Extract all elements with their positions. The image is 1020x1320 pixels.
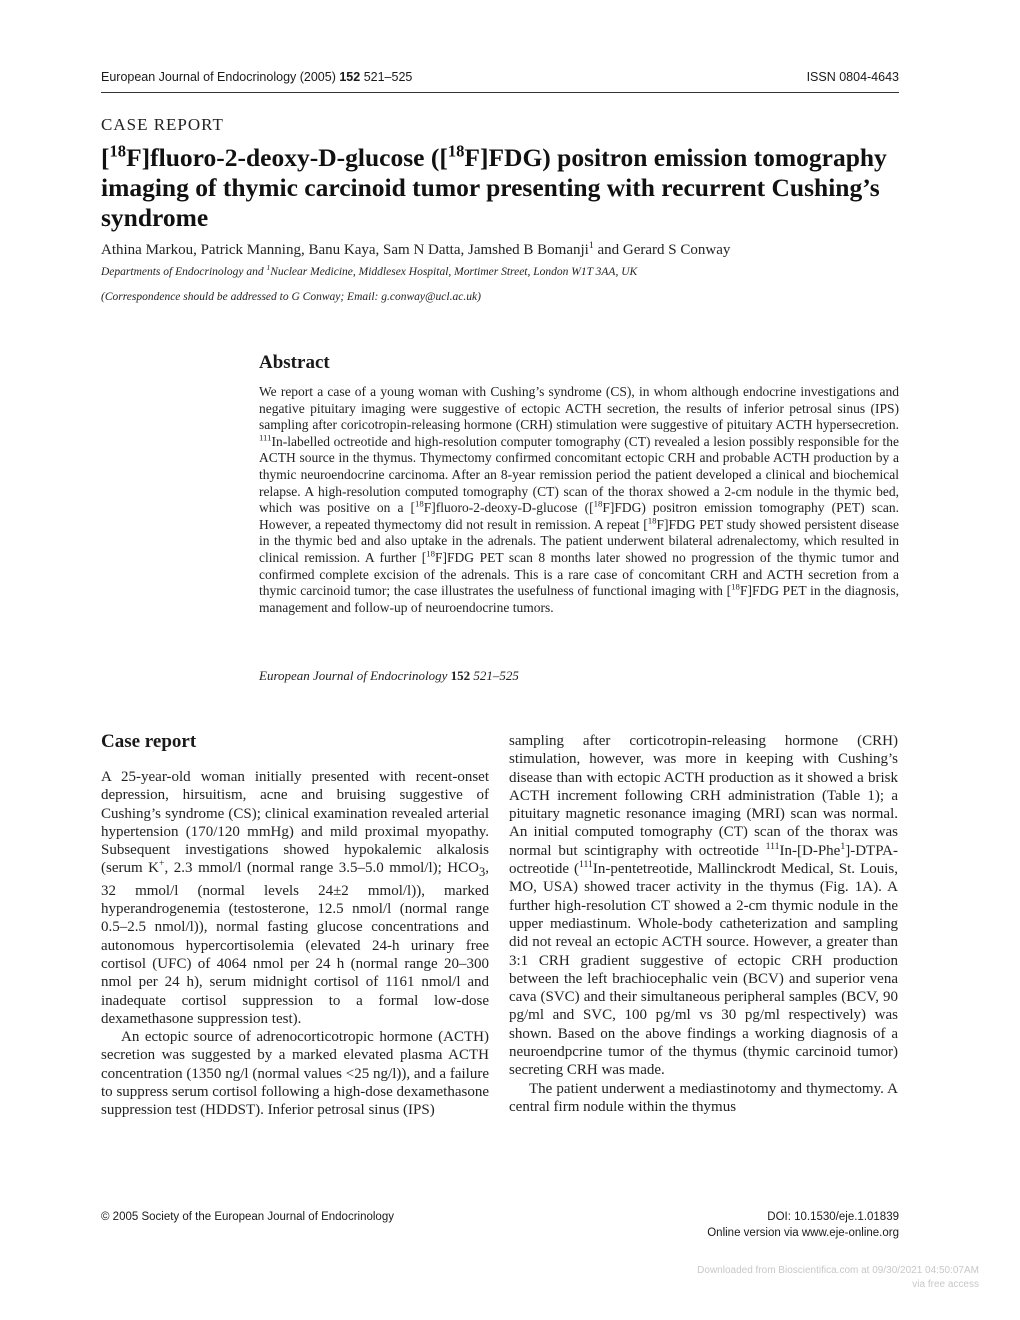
- issn: ISSN 0804-4643: [806, 70, 899, 84]
- article-title: [$^{18}$F]fluoro-2-deoxy-D-glucose ([$^{18}$F]FDG) positron emission tomography imaging of thymic carcinoid tumor presenting with recurrent Cushing’s syndrome: [101, 141, 887, 232]
- right-column: [509, 732, 898, 1116]
- left-column: [101, 768, 489, 1120]
- affiliations: Departments of Endocrinology and $^1$Nuclear Medicine, Middlesex Hospital, Mortimer Street, London W1T 3AA, UK: [101, 263, 638, 278]
- running-header: [101, 70, 899, 84]
- journal-citation: European Journal of Endocrinology (2005) 152 521–525: [101, 70, 413, 84]
- abstract-heading: Abstract: [259, 352, 330, 373]
- header-rule: [101, 92, 899, 93]
- author-list: Athina Markou, Patrick Manning, Banu Kaya, Sam N Datta, Jamshed B Bomanji$^1$ and Gerard S Conway: [101, 240, 731, 258]
- correspondence: (Correspondence should be addressed to G Conway; Email: g.conway@ucl.ac.uk): [101, 291, 481, 303]
- case-report-heading: Case report: [101, 731, 197, 752]
- abstract-citation: European Journal of Endocrinology 152 521–525: [259, 668, 519, 683]
- copyright-notice: © 2005 Society of the European Journal of Endocrinology: [101, 1211, 394, 1223]
- paragraph: The patient underwent a mediastinotomy and thymectomy. A central firm nodule within the thymus: [509, 1080, 898, 1115]
- online-version-link[interactable]: Online version via www.eje-online.org: [707, 1227, 899, 1239]
- access-watermark: via free access: [912, 1279, 979, 1290]
- doi-link[interactable]: DOI: 10.1530/eje.1.01839: [767, 1211, 899, 1223]
- section-label: CASE REPORT: [101, 115, 224, 134]
- paragraph: sampling after corticotropin-releasing hormone (CRH) stimulation, however, was more in keeping with Cushing’s disease than with ectopic ACTH production as it showed a brisk ACTH increment following CRH administration (Table 1); a pituitary magnetic resonance imaging (MRI) scan was normal. An initial computed tomography (CT) scan of the thorax was normal but scintigraphy with octreotide $^{111}$In-[D-Phe$^1$]-DTPA-octreotide ($^{111}$In-pentetreotide, Mallinckrodt Medical, St. Louis, MO, USA) showed tracer activity in the thymus (Fig. 1A). A further high-resolution CT showed a 2-cm thymic nodule in the upper mediastinum. Whole-body catheterization and sampling did not reveal an ectopic ACTH source. However, a greater than 3:1 CRH gradient suggestive of ectopic CRH production between the left brachiocephalic vein (BCV) and superior vena cava (SVC) and their simultaneous peripheral samples (BCV, 90 pg/ml and SVC, 100 pg/ml vs 30 pg/ml respectively) was shown. Based on the above findings a working diagnosis of a neuroendpcrine tumor of the thymus (thymic carcinoid tumor) secreting CRH was made.: [509, 733, 898, 1079]
- abstract-text: We report a case of a young woman with Cushing’s syndrome (CS), in whom although endocrine investigations and negative pituitary imaging were suggestive of ectopic ACTH secretion, the results of inferior petrosal sinus (IPS) sampling after coricotropin-releasing hormone (CRH) stimulation were suggestive of pituitary ACTH hypersecretion. $^{111}$In-labelled octreotide and high-resolution computer tomography (CT) revealed a lesion possibly responsible for the ACTH source in the thymus. Thymectomy confirmed concomitant ectopic CRH and probable ACTH production by a thymic neuroendocrine carcinoma. After an 8-year remission period the patient developed a clinical and biochemical relapse. A high-resolution computed tomography (CT) scan of the thorax showed a 2-cm nodule in the thymic bed, which was positive on a [$^{18}$F]fluoro-2-deoxy-D-glucose ([$^{18}$F]FDG) positron emission tomography (PET) scan. However, a repeated thymectomy did not result in remission. A repeat [$^{18}$F]FDG PET study showed persistent disease in the thymic bed and also uptake in the adrenals. The patient underwent bilateral adrenalectomy, which resulted in clinical remission. A further [$^{18}$F]FDG PET scan 8 months later showed no progression of the thymic tumor and confirmed complete excision of the adrenals. This is a rare case of concomitant CRH and ACTH secretion from a thymic carcinoid tumor; the case illustrates the usefulness of functional imaging with [$^{18}$F]FDG PET in the diagnosis, management and follow-up of neuroendocrine tumors.: [259, 384, 899, 615]
- paragraph: A 25-year-old woman initially presented with recent-onset depression, hirsuitism, acne and bruising suggestive of Cushing’s syndrome (CS); clinical examination revealed arterial hypertension (170/120 mmHg) and mild proximal myopathy. Subsequent investigations showed hypokalemic alkalosis (serum K+, 2.3 mmol/l (normal range 3.5–5.0 mmol/l); $HCO_3$, 32 mmol/l (normal levels 24±2 mmol/l)), marked hyperandrogenemia (testosterone, 12.5 nmol/l (normal range 0.5–2.5 nmol/l)), normal fasting glucose concentrations and autonomous hypercortisolemia (elevated 24-h urinary free cortisol (UFC) of 4064 nmol per 24 h (normal range 20–300 nmol per 24 h), serum midnight cortisol of 1161 nmol/l and inadequate cortisol suppression to a formal low-dose dexamethasone suppression test).: [101, 769, 489, 1027]
- download-watermark: Downloaded from Bioscientifica.com at 09/30/2021 04:50:07AM: [697, 1265, 979, 1276]
- paragraph: An ectopic source of adrenocorticotropic hormone (ACTH) secretion was suggested by a marked elevated plasma ACTH concentration (1350 ng/l (normal values <25 ng/l)), and a failure to suppress serum cortisol following a high-dose dexamethasone suppression test (HDDST). Inferior petrosal sinus (IPS): [101, 1029, 489, 1119]
